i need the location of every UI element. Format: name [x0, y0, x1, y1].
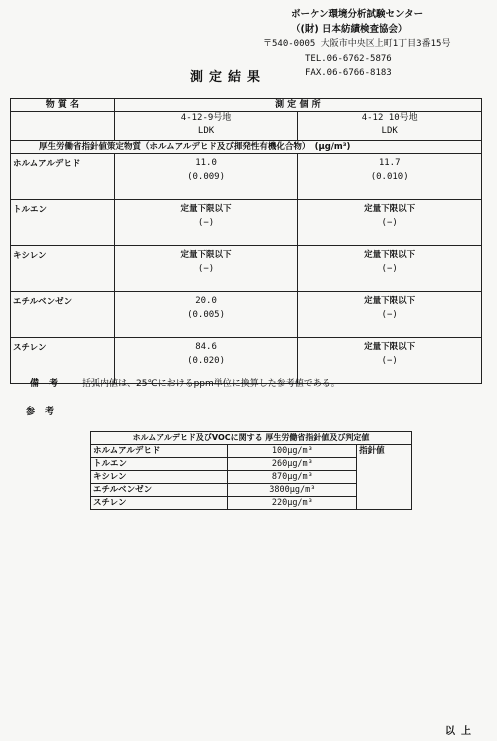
result-value: 11.0	[195, 158, 217, 168]
substance-column-header: 物 質 名	[11, 99, 115, 112]
location-1	[114, 112, 298, 141]
result-value: 定量下限以下	[364, 342, 416, 352]
issuer-fax: FAX.06-6766-8183	[305, 68, 392, 78]
result-value: 11.7	[378, 158, 401, 168]
result-value: 定量下限以下	[364, 204, 416, 214]
issuer-tel: TEL.06-6762-5876	[305, 53, 392, 64]
end-mark: 以上	[445, 726, 477, 737]
result-value: 20.0	[195, 296, 217, 306]
results-table	[10, 98, 482, 384]
issuer-association: （(財) 日本紡績検査協会）	[291, 23, 408, 35]
issuer-name: ボーケン環境分析試験センター	[291, 9, 424, 20]
location-2-room: LDK	[381, 126, 398, 136]
reference-substance: スチレン	[91, 497, 228, 510]
reference-label: 参考	[26, 407, 65, 417]
reference-value: 260μg/m³	[228, 458, 357, 471]
table-row	[11, 154, 482, 200]
result-ppm: (−)	[197, 264, 215, 274]
reference-value: 220μg/m³	[228, 497, 357, 510]
location-1-id: 4-12-9号地	[180, 113, 232, 123]
substance-name: ホルムアルデヒド	[11, 154, 115, 200]
result-ppm: (0.009)	[187, 172, 226, 182]
substance-name: トルエン	[11, 200, 115, 246]
result-cell	[114, 246, 298, 292]
result-ppm: (−)	[197, 218, 215, 228]
reference-header-row	[91, 432, 412, 445]
issuer-block	[263, 8, 473, 81]
result-ppm: (−)	[381, 310, 398, 320]
result-cell	[114, 154, 298, 200]
location-row	[11, 112, 482, 141]
location-1-room: LDK	[197, 126, 215, 136]
location-column-header: 測 定 個 所	[114, 99, 481, 112]
result-cell	[298, 292, 482, 338]
reference-substance: トルエン	[91, 458, 228, 471]
result-value: 定量下限以下	[180, 250, 232, 260]
table-row	[11, 246, 482, 292]
result-cell	[114, 292, 298, 338]
location-blank-cell	[11, 112, 115, 141]
table-row	[11, 200, 482, 246]
location-2	[298, 112, 482, 141]
remarks-label: 備考	[30, 379, 69, 389]
reference-value: 100μg/m³	[228, 445, 357, 458]
result-cell	[298, 154, 482, 200]
result-ppm: (0.010)	[370, 172, 409, 182]
result-value: 定量下限以下	[180, 204, 232, 214]
reference-table-header: ホルムアルデヒド及びVOCに関する 厚生労働省指針値及び判定値	[91, 432, 412, 445]
result-value: 定量下限以下	[364, 296, 416, 306]
reference-substance: キシレン	[91, 471, 228, 484]
result-ppm: (−)	[381, 356, 398, 366]
result-ppm: (0.005)	[187, 310, 226, 320]
remarks	[30, 376, 340, 389]
table-row	[11, 292, 482, 338]
guideline-label-cell: 指針値	[357, 445, 412, 510]
results-header-row	[11, 99, 482, 112]
document-title: 測定結果	[190, 70, 267, 85]
reference-value: 870μg/m³	[228, 471, 357, 484]
result-value: 定量下限以下	[364, 250, 416, 260]
result-ppm: (−)	[381, 218, 398, 228]
issuer-address: 〒540-0005 大阪市中央区上町1丁目3番15号	[263, 39, 451, 49]
reference-value: 3800μg/m³	[228, 484, 357, 497]
substance-name: スチレン	[11, 338, 115, 384]
result-ppm: (0.020)	[187, 356, 226, 366]
reference-table	[90, 431, 412, 510]
result-value: 84.6	[195, 342, 217, 352]
reference-substance: エチルベンゼン	[91, 484, 228, 497]
remarks-text: 括弧内値は、25℃におけるppm単位に換算した参考値である。	[82, 379, 340, 389]
location-2-id: 4-12 10号地	[361, 113, 418, 123]
substance-name: エチルベンゼン	[11, 292, 115, 338]
result-cell	[114, 200, 298, 246]
guideline-label: 厚生労働省指針値策定物質（ホルムアルデヒド及び揮発性有機化合物） (μg/m³)	[11, 141, 482, 154]
result-cell	[298, 246, 482, 292]
table-row	[91, 445, 412, 458]
result-cell	[298, 200, 482, 246]
substance-name: キシレン	[11, 246, 115, 292]
guideline-row	[11, 141, 482, 154]
result-ppm: (−)	[381, 264, 398, 274]
reference-substance: ホルムアルデヒド	[91, 445, 228, 458]
